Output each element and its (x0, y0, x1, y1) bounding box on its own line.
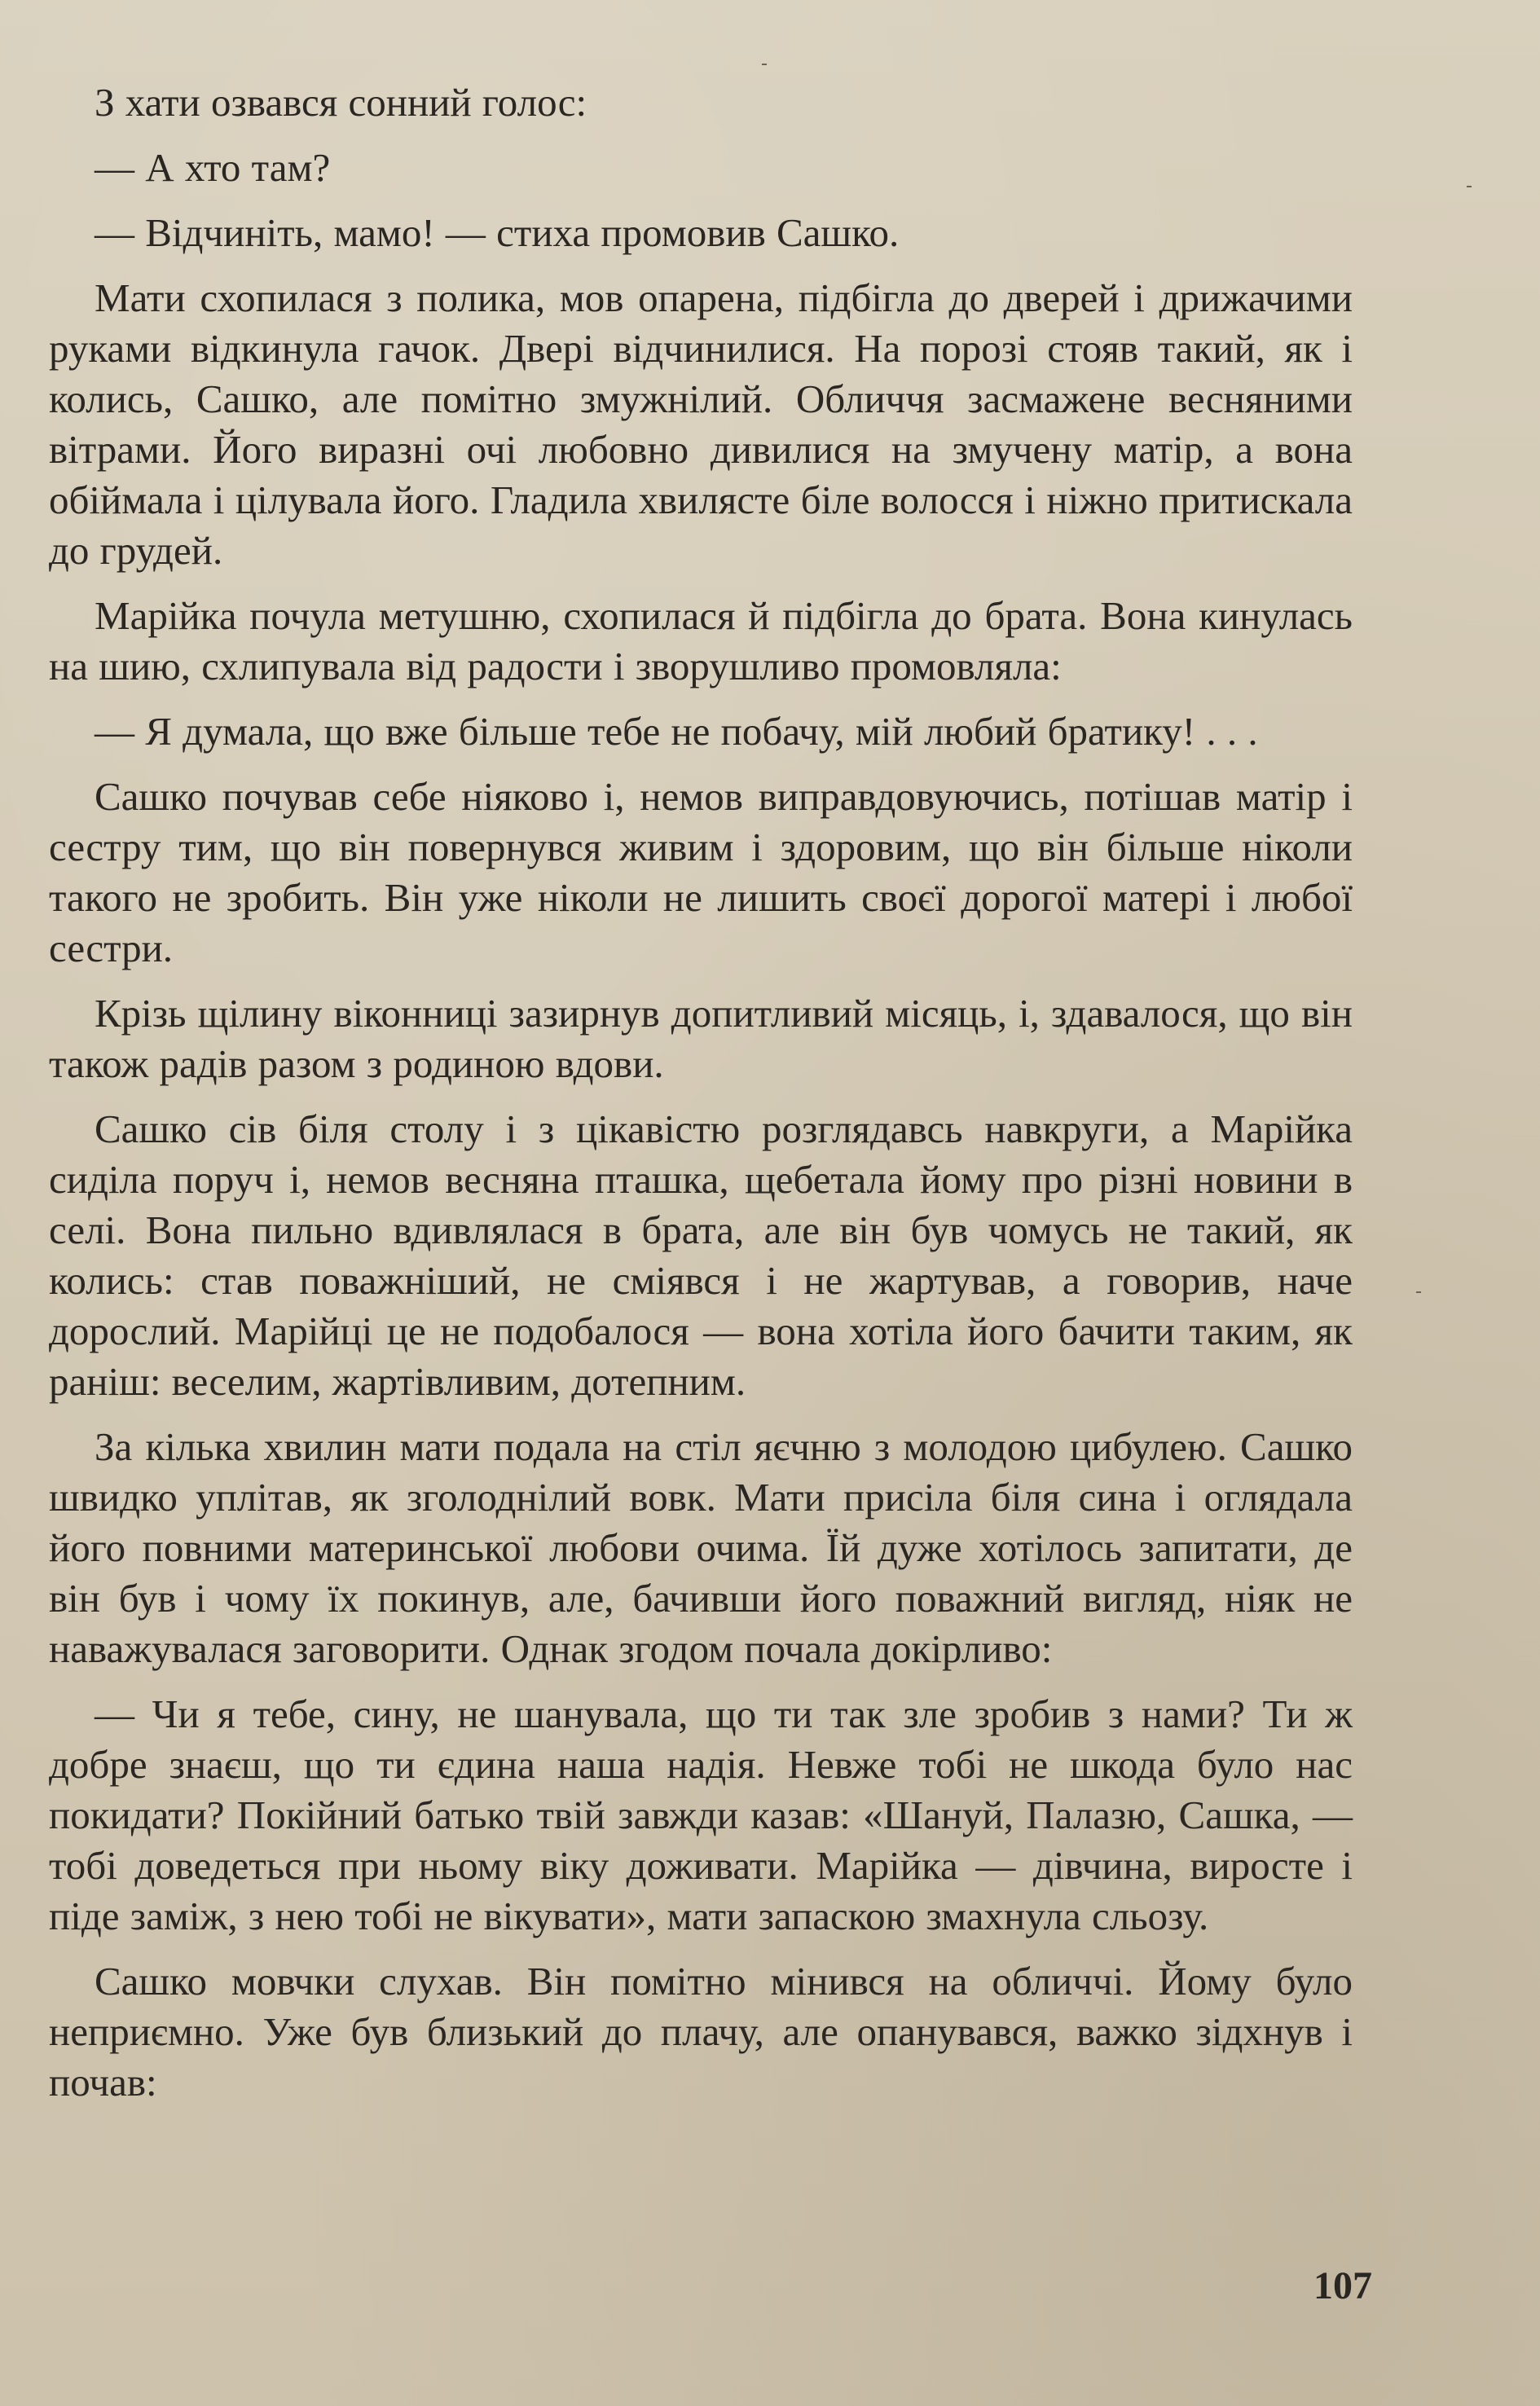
paragraph: Марійка почула метушню, схопилася й підбігла до брата. Вона кинулась на шию, схлипувала від радости і зворушливо промовляла: (49, 593, 1353, 688)
print-speck (1416, 1291, 1421, 1293)
paragraph: Сашко почував себе ніяково і, немов виправдовуючись, потішав матір і сестру тим, що він повернувся живим і здоровим, що він більше ніколи такого не зробить. Він уже ніколи не лишить своєї дорогої матері і любої сестри. (49, 774, 1353, 970)
paragraph: Мати схопилася з полика, мов опарена, підбігла до дверей і дрижачими руками відкинула гачок. Двері відчинилися. На порозі стояв такий, як і колись, Сашко, але помітно змужнілий. Обличчя засмажене весняними вітрами. Його виразні очі любовно дивилися на змучену матір, а вона обіймала і цілувала його. Гладила хвилясте біле волосся і ніжно притискала до грудей. (49, 275, 1353, 573)
print-speck (1467, 186, 1472, 187)
page-number: 107 (1313, 2264, 1372, 2307)
paragraph: Сашко сів біля столу і з цікавістю розглядавсь навкруги, а Марійка сиділа поруч і, немов весняна пташка, щебетала йому про різні новини в селі. Вона пильно вдивлялася в брата, але він був чомусь не такий, як колись: став поважніший, не сміявся і не жартував, а говорив, наче дорослий. Марійці це не подобалося — вона хотіла його бачити таким, як раніш: веселим, жартівливим, дотепним. (49, 1106, 1353, 1404)
paragraph: За кілька хвилин мати подала на стіл яєчню з молодою цибулею. Сашко швидко уплітав, як зголоднілий вовк. Мати присіла біля сина і оглядала його повними материнської любови очима. Їй дуже хотілось запитати, де він був і чому їх покинув, але, бачивши його поважний вигляд, ніяк не наважувалася заговорити. Однак згодом почала докірливо: (49, 1424, 1353, 1671)
print-speck (762, 64, 767, 65)
paragraph: — Я думала, що вже більше тебе не побачу, мій любий братику! . . . (95, 709, 1258, 754)
paragraph: Сашко мовчки слухав. Він помітно мінився на обличчі. Йому було неприємно. Уже був близький до плачу, але опанувався, важко зідхнув і почав: (49, 1959, 1353, 2105)
page-body-text (49, 77, 1353, 2122)
paragraph: Крізь щілину віконниці зазирнув допитливий місяць, і, здавалося, що він також радів разом з родиною вдови. (49, 991, 1353, 1086)
paragraph: — Чи я тебе, сину, не шанувала, що ти так зле зробив з нами? Ти ж добре знаєш, що ти єдина наша надія. Невже тобі не шкода було нас покидати? Покійний батько твій завжди казав: «Шануй, Палазю, Сашка, — тобі доведеться при ньому віку доживати. Марійка — дівчина, виросте і піде заміж, з нею тобі не вікувати», мати запаскою змахнула сльозу. (49, 1691, 1353, 1938)
paragraph: — А хто там? (95, 145, 331, 190)
paragraph: — Відчиніть, мамо! — стиха промовив Сашко. (95, 210, 900, 255)
paragraph: З хати озвався сонний голос: (95, 80, 587, 125)
